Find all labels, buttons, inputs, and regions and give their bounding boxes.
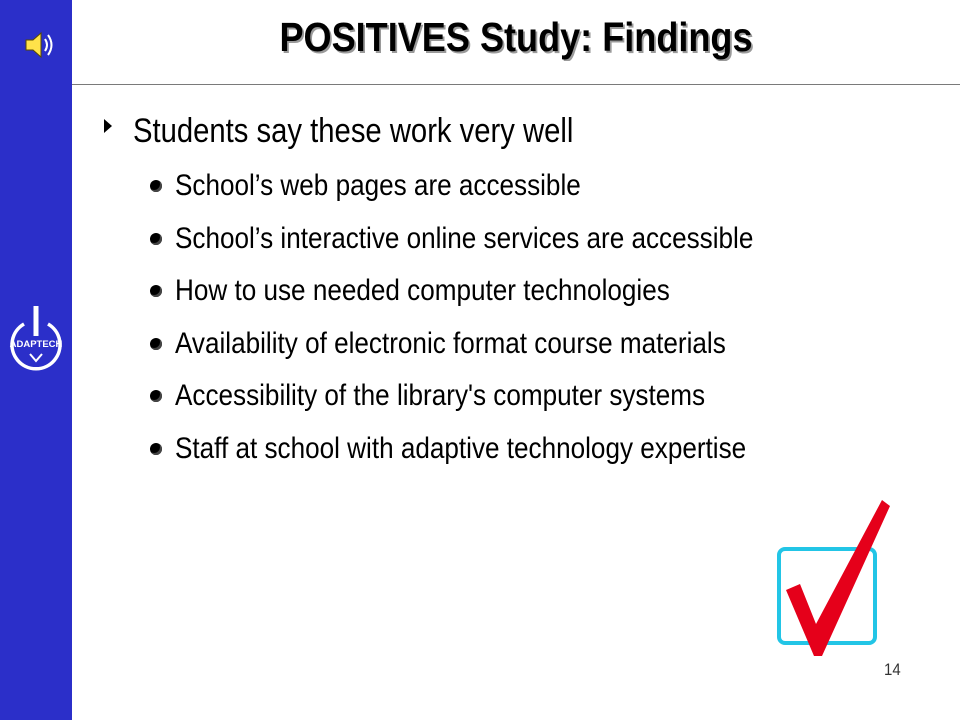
sub-bullet-text: Staff at school with adaptive technology expertise — [175, 432, 747, 465]
checkmark-icon — [770, 492, 890, 664]
bullet-dot-icon — [150, 390, 162, 402]
sub-bullet-text: School’s interactive online services are accessible — [175, 222, 754, 255]
bullet-dot-icon — [150, 285, 162, 297]
sub-bullet-text: Accessibility of the library's computer systems — [175, 379, 706, 412]
speaker-icon[interactable] — [22, 28, 56, 62]
main-bullet-triangle-icon — [104, 119, 112, 133]
bullet-dot-icon — [150, 233, 162, 245]
sub-bullet — [150, 324, 808, 364]
sub-bullet — [150, 219, 840, 259]
sub-bullet-text: School’s web pages are accessible — [175, 169, 581, 202]
logo-text: ADAPTECH — [9, 339, 63, 350]
page-number: 14 — [884, 660, 901, 679]
sub-bullet — [150, 166, 641, 206]
sidebar — [0, 0, 72, 720]
sub-bullet — [150, 271, 744, 311]
main-bullet-text: Students say these work very well — [133, 112, 574, 150]
bullet-dot-icon — [150, 180, 162, 192]
sub-bullet — [150, 376, 784, 416]
slide-title: POSITIVES Study: Findings — [279, 14, 753, 60]
bullet-dot-icon — [150, 443, 162, 455]
sub-bullet — [150, 429, 832, 469]
title-divider — [72, 84, 960, 85]
sub-bullet-text: Availability of electronic format course materials — [175, 327, 726, 360]
bullet-dot-icon — [150, 338, 162, 350]
sub-bullet-text: How to use needed computer technologies — [175, 274, 670, 307]
adaptech-logo-icon — [6, 302, 66, 378]
